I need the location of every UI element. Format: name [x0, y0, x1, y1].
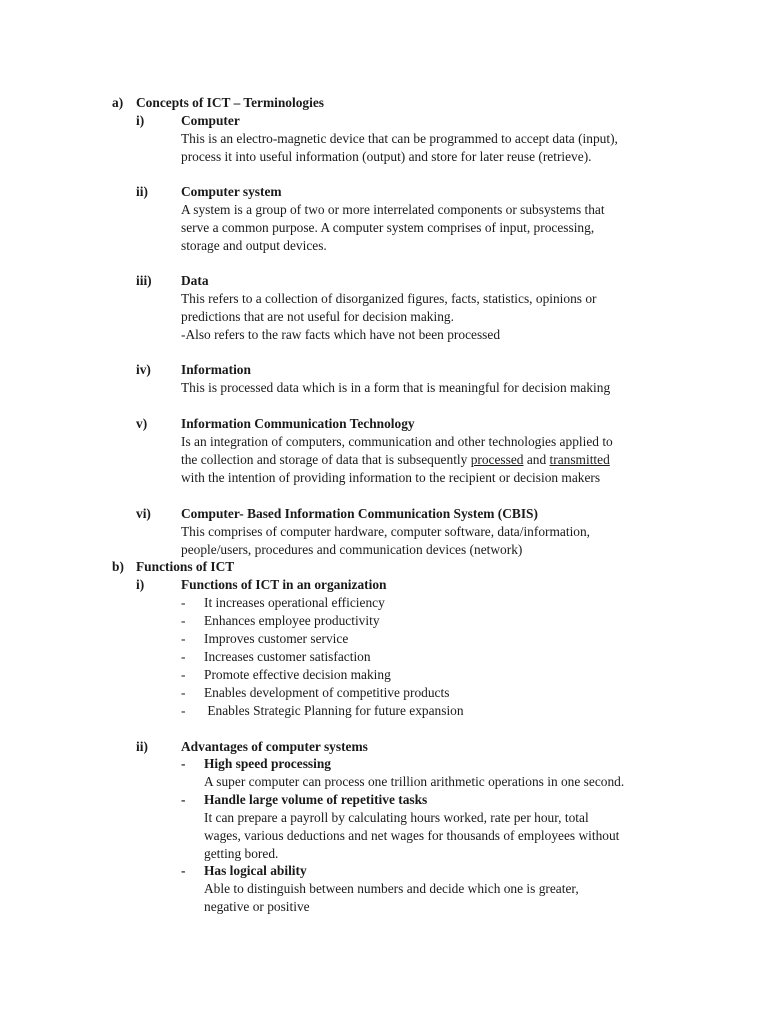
- item-text-line: This is an electro-magnetic device that can be programmed to accept data (input),: [181, 131, 618, 146]
- item-text-line: process it into useful information (output) and store for later reuse (retrieve).: [181, 149, 592, 164]
- item-number: ii): [136, 184, 148, 199]
- item-text-line: This is processed data which is in a form that is meaningful for decision making: [181, 380, 611, 395]
- item-text-line: serve a common purpose. A computer system comprises of input, processing,: [181, 220, 595, 235]
- text-fragment: and: [523, 452, 550, 467]
- item-heading: Data: [181, 273, 209, 288]
- underlined-term-processed: processed: [470, 452, 524, 467]
- bullet-dash: -: [181, 595, 186, 610]
- item-heading: Computer: [181, 113, 240, 128]
- bullet-dash: -: [181, 756, 186, 771]
- item-number: iv): [136, 362, 151, 377]
- advantage-text-line: negative or positive: [204, 899, 310, 914]
- item-text-line: people/users, procedures and communication devices (network): [181, 542, 523, 557]
- advantage-title: Has logical ability: [204, 863, 307, 878]
- section-b-label: b): [112, 559, 124, 574]
- item-text-line: predictions that are not useful for decision making.: [181, 309, 454, 324]
- bullet-dash: -: [181, 685, 186, 700]
- item-number: vi): [136, 506, 151, 521]
- text-fragment: the collection and storage of data that is subsequently: [181, 452, 471, 467]
- bullet-dash: -: [181, 631, 186, 646]
- section-a-title: Concepts of ICT – Terminologies: [136, 95, 324, 110]
- item-text-line: This refers to a collection of disorganized figures, facts, statistics, opinions or: [181, 291, 597, 306]
- bullet-item: Enables Strategic Planning for future expansion: [204, 703, 464, 718]
- item-heading: Computer system: [181, 184, 282, 199]
- item-text-line: with the intention of providing information to the recipient or decision makers: [181, 470, 601, 485]
- bullet-dash: -: [181, 863, 186, 878]
- item-text-line: [181, 451, 610, 468]
- item-text-line: This comprises of computer hardware, computer software, data/information,: [181, 524, 591, 539]
- bullet-item: It increases operational efficiency: [204, 595, 385, 610]
- item-heading: Information Communication Technology: [181, 416, 415, 431]
- item-heading: Information: [181, 362, 251, 377]
- bullet-dash: -: [181, 703, 186, 718]
- item-number: i): [136, 577, 145, 592]
- section-a-label: a): [112, 95, 124, 110]
- advantage-text-line: getting bored.: [204, 846, 279, 861]
- bullet-dash: -: [181, 613, 186, 628]
- advantage-text-line: Able to distinguish between numbers and decide which one is greater,: [204, 881, 579, 896]
- item-text-line: Is an integration of computers, communication and other technologies applied to: [181, 434, 613, 449]
- bullet-dash: -: [181, 667, 186, 682]
- item-text-line: -Also refers to the raw facts which have not been processed: [181, 327, 501, 342]
- bullet-dash: -: [181, 649, 186, 664]
- item-number: ii): [136, 739, 148, 754]
- advantage-text-line: It can prepare a payroll by calculating hours worked, rate per hour, total: [204, 810, 589, 825]
- item-number: i): [136, 113, 145, 128]
- item-text-line: storage and output devices.: [181, 238, 327, 253]
- section-b-title: Functions of ICT: [136, 559, 235, 574]
- advantage-title: High speed processing: [204, 756, 331, 771]
- advantage-text-line: A super computer can process one trillion arithmetic operations in one second.: [204, 774, 625, 789]
- item-heading: Functions of ICT in an organization: [181, 577, 387, 592]
- bullet-item: Improves customer service: [204, 631, 349, 646]
- bullet-item: Increases customer satisfaction: [204, 649, 371, 664]
- item-text-line: A system is a group of two or more interrelated components or subsystems that: [181, 202, 605, 217]
- bullet-item: Enhances employee productivity: [204, 613, 380, 628]
- item-number: v): [136, 416, 148, 431]
- advantage-title: Handle large volume of repetitive tasks: [204, 792, 428, 807]
- advantage-text-line: wages, various deductions and net wages for thousands of employees without: [204, 828, 620, 843]
- item-heading: Advantages of computer systems: [181, 739, 368, 754]
- bullet-item: Enables development of competitive products: [204, 685, 450, 700]
- underlined-term-transmitted: transmitted: [549, 452, 610, 467]
- bullet-dash: -: [181, 792, 186, 807]
- item-number: iii): [136, 273, 152, 288]
- bullet-item: Promote effective decision making: [204, 667, 391, 682]
- item-heading: Computer- Based Information Communication System (CBIS): [181, 506, 538, 521]
